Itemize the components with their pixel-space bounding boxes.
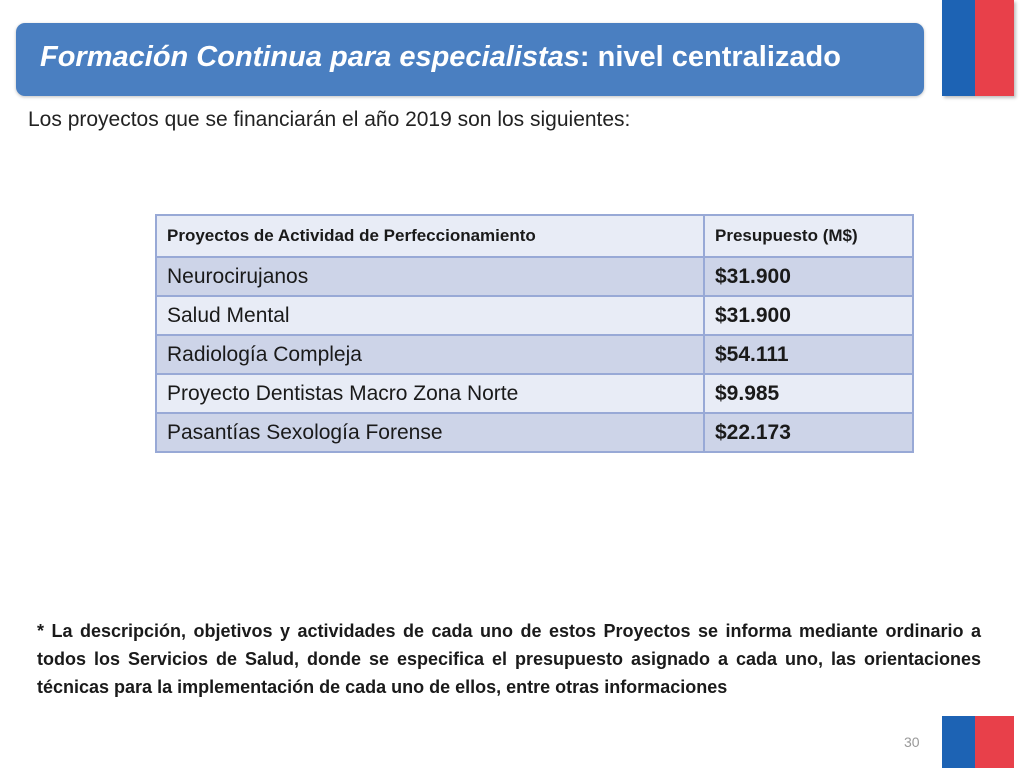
table-row xyxy=(156,413,913,452)
slide-subtitle: Los proyectos que se financiarán el año 2019 son los siguientes: xyxy=(28,108,631,131)
project-budget: $9.985 xyxy=(704,374,913,413)
project-name: Radiología Compleja xyxy=(156,335,704,374)
flag-red-stripe xyxy=(975,0,1014,96)
project-budget: $22.173 xyxy=(704,413,913,452)
page-number: 30 xyxy=(904,734,920,750)
footnote: * La descripción, objetivos y actividades de cada uno de estos Proyectos se informa mediante ordinario a todos los Servicios de Salud, donde se especifica el presupuesto asignado a cada uno, las orientaciones técnicas para la implementación de cada uno de ellos, entre otras informaciones xyxy=(37,621,981,697)
project-name: Proyecto Dentistas Macro Zona Norte xyxy=(156,374,704,413)
project-name: Salud Mental xyxy=(156,296,704,335)
project-budget: $54.111 xyxy=(704,335,913,374)
table-header-row xyxy=(156,215,913,257)
table-row xyxy=(156,335,913,374)
projects-budget-table xyxy=(155,214,914,453)
flag-logo-top xyxy=(942,0,1014,96)
flag-blue-stripe xyxy=(942,0,975,96)
slide-title-rest: : nivel centralizado xyxy=(579,41,841,73)
flag-blue-stripe xyxy=(942,716,975,768)
header-budget: Presupuesto (M$) xyxy=(704,215,913,257)
table-row xyxy=(156,257,913,296)
table-row xyxy=(156,296,913,335)
flag-logo-bottom xyxy=(942,716,1014,768)
slide-title-italic: Formación Continua para especialistas xyxy=(40,41,580,73)
project-budget: $31.900 xyxy=(704,257,913,296)
project-budget: $31.900 xyxy=(704,296,913,335)
header-projects: Proyectos de Actividad de Perfeccionamiento xyxy=(156,215,704,257)
project-name: Pasantías Sexología Forense xyxy=(156,413,704,452)
slide-title xyxy=(40,41,841,74)
title-bar xyxy=(16,23,924,96)
flag-red-stripe xyxy=(975,716,1014,768)
project-name: Neurocirujanos xyxy=(156,257,704,296)
table-row xyxy=(156,374,913,413)
